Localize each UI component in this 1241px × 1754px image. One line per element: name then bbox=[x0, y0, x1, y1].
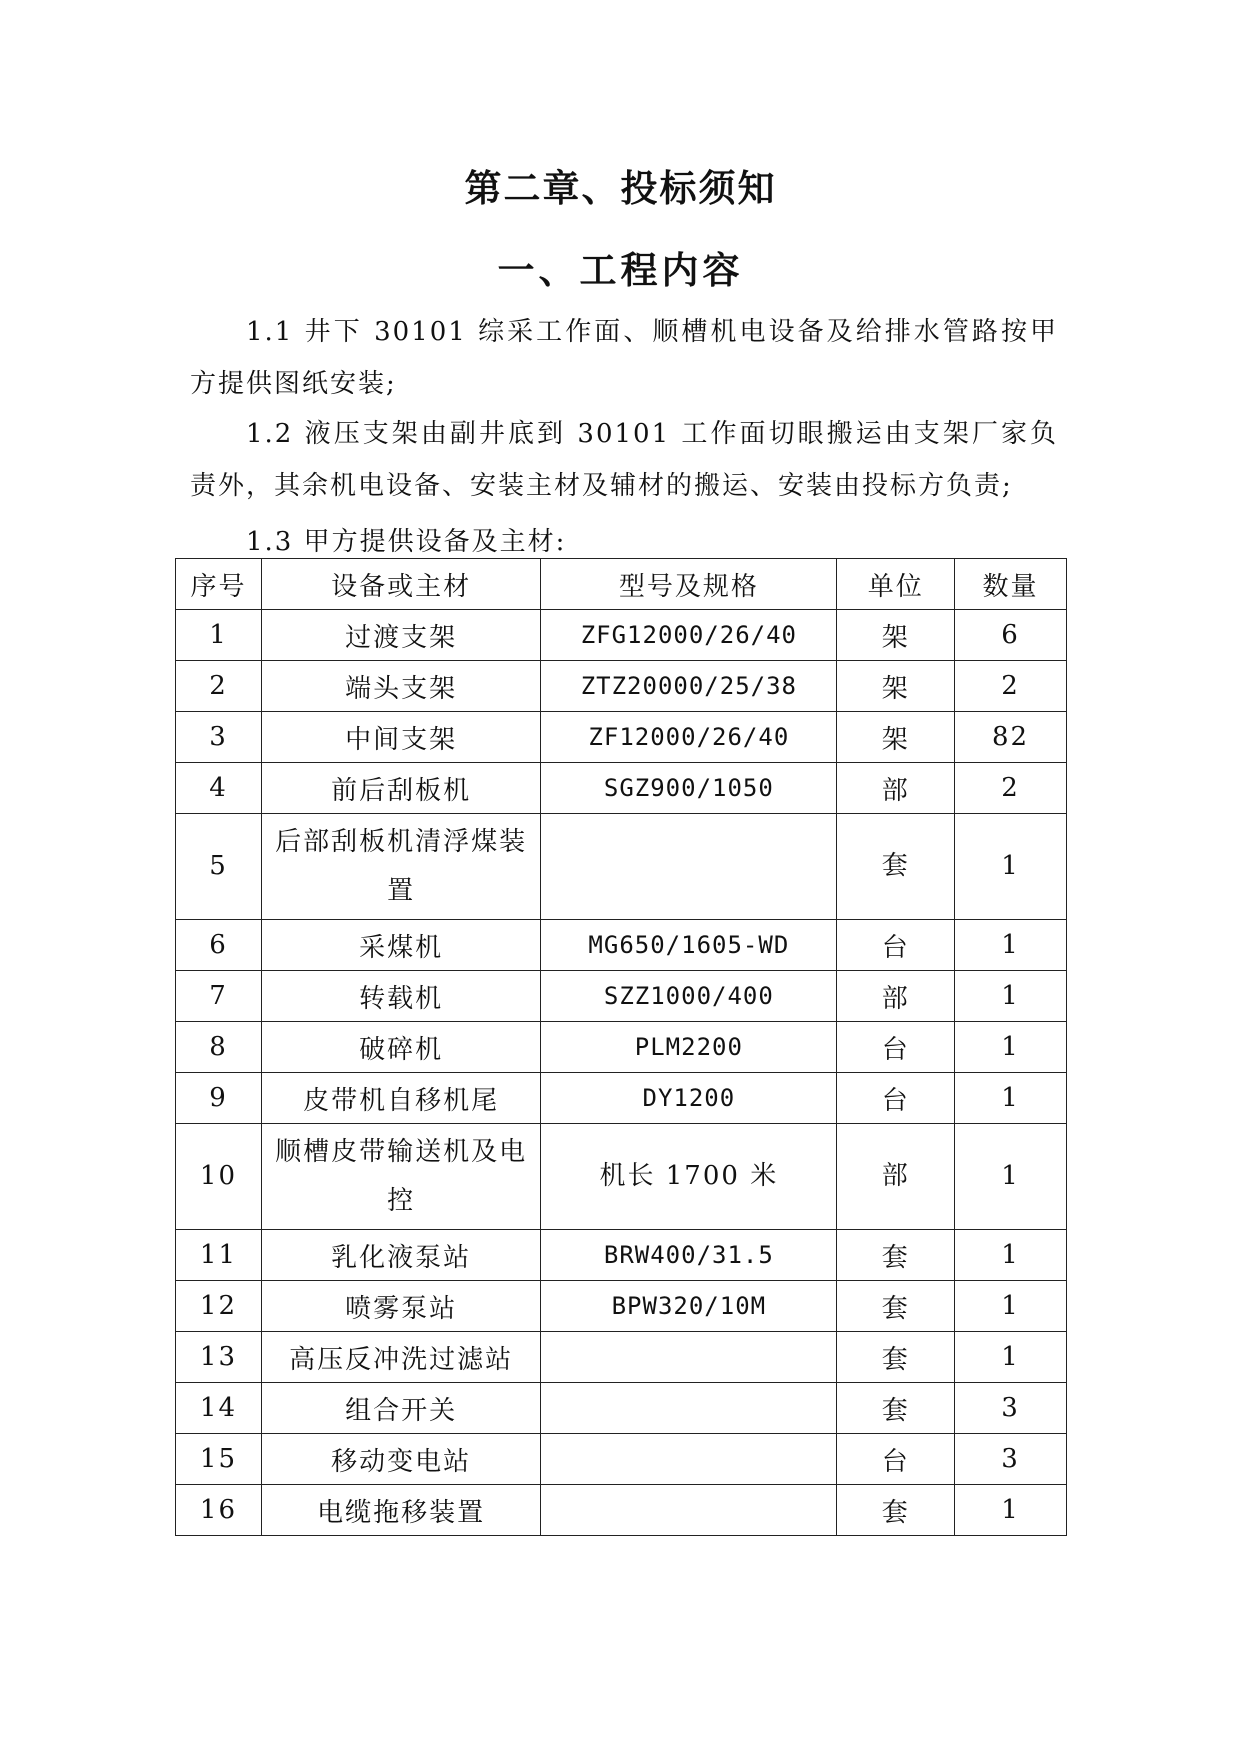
cell-no: 9 bbox=[176, 1073, 262, 1124]
cell-name: 后部刮板机清浮煤装置 bbox=[261, 814, 541, 920]
table-row bbox=[176, 1022, 1067, 1073]
cell-model bbox=[541, 1485, 837, 1536]
cell-unit: 架 bbox=[837, 610, 955, 661]
cell-no: 5 bbox=[176, 814, 262, 920]
cell-unit: 套 bbox=[837, 1485, 955, 1536]
cell-name: 高压反冲洗过滤站 bbox=[261, 1332, 541, 1383]
cell-qty: 1 bbox=[955, 1124, 1067, 1230]
table-row bbox=[176, 1124, 1067, 1230]
cell-model bbox=[541, 1332, 837, 1383]
cell-qty: 2 bbox=[955, 763, 1067, 814]
cell-model: ZTZ20000/25/38 bbox=[541, 661, 837, 712]
cell-unit: 套 bbox=[837, 1230, 955, 1281]
cell-name: 喷雾泵站 bbox=[261, 1281, 541, 1332]
chapter-title: 第二章、投标须知 bbox=[464, 166, 777, 210]
equipment-table bbox=[175, 558, 1067, 1536]
cell-unit: 套 bbox=[837, 1332, 955, 1383]
cell-model: MG650/1605-WD bbox=[541, 920, 837, 971]
cell-qty: 1 bbox=[955, 1230, 1067, 1281]
cell-qty: 3 bbox=[955, 1434, 1067, 1485]
cell-qty: 1 bbox=[955, 971, 1067, 1022]
cell-qty: 3 bbox=[955, 1383, 1067, 1434]
cell-no: 14 bbox=[176, 1383, 262, 1434]
cell-no: 8 bbox=[176, 1022, 262, 1073]
cell-name: 中间支架 bbox=[261, 712, 541, 763]
paragraph-1-2: 1.2 液压支架由副井底到 30101 工作面切眼搬运由支架厂家负责外，其余机电设备、安装主材及辅材的搬运、安装由投标方负责; bbox=[190, 419, 1058, 501]
table-row bbox=[176, 1073, 1067, 1124]
cell-model bbox=[541, 1383, 837, 1434]
cell-model: DY1200 bbox=[541, 1073, 837, 1124]
header-no: 序号 bbox=[176, 559, 262, 610]
cell-qty: 2 bbox=[955, 661, 1067, 712]
cell-qty: 1 bbox=[955, 1332, 1067, 1383]
cell-unit: 套 bbox=[837, 1383, 955, 1434]
cell-no: 10 bbox=[176, 1124, 262, 1230]
cell-no: 2 bbox=[176, 661, 262, 712]
cell-unit: 部 bbox=[837, 971, 955, 1022]
cell-unit: 部 bbox=[837, 763, 955, 814]
table-row bbox=[176, 763, 1067, 814]
cell-no: 6 bbox=[176, 920, 262, 971]
cell-unit: 台 bbox=[837, 1434, 955, 1485]
section-title: 一、工程内容 bbox=[497, 248, 744, 292]
cell-name: 前后刮板机 bbox=[261, 763, 541, 814]
header-qty: 数量 bbox=[955, 559, 1067, 610]
cell-no: 1 bbox=[176, 610, 262, 661]
header-unit: 单位 bbox=[837, 559, 955, 610]
cell-qty: 82 bbox=[955, 712, 1067, 763]
cell-name: 顺槽皮带输送机及电控 bbox=[261, 1124, 541, 1230]
table-row bbox=[176, 661, 1067, 712]
cell-name: 过渡支架 bbox=[261, 610, 541, 661]
table-row bbox=[176, 610, 1067, 661]
cell-model bbox=[541, 1434, 837, 1485]
cell-unit: 部 bbox=[837, 1124, 955, 1230]
cell-name: 转载机 bbox=[261, 971, 541, 1022]
cell-no: 16 bbox=[176, 1485, 262, 1536]
cell-unit: 台 bbox=[837, 1022, 955, 1073]
cell-model: SZZ1000/400 bbox=[541, 971, 837, 1022]
header-name: 设备或主材 bbox=[261, 559, 541, 610]
cell-no: 13 bbox=[176, 1332, 262, 1383]
cell-qty: 1 bbox=[955, 1281, 1067, 1332]
header-model: 型号及规格 bbox=[541, 559, 837, 610]
paragraph-1-3: 1.3 甲方提供设备及主材: bbox=[246, 527, 567, 557]
cell-no: 7 bbox=[176, 971, 262, 1022]
table-row bbox=[176, 1485, 1067, 1536]
table-row bbox=[176, 971, 1067, 1022]
cell-model: ZFG12000/26/40 bbox=[541, 610, 837, 661]
cell-name: 乳化液泵站 bbox=[261, 1230, 541, 1281]
table-body bbox=[176, 610, 1067, 1536]
table-header-row bbox=[176, 559, 1067, 610]
cell-qty: 1 bbox=[955, 1485, 1067, 1536]
cell-model: BRW400/31.5 bbox=[541, 1230, 837, 1281]
cell-no: 3 bbox=[176, 712, 262, 763]
cell-name: 皮带机自移机尾 bbox=[261, 1073, 541, 1124]
table-row bbox=[176, 712, 1067, 763]
cell-qty: 1 bbox=[955, 814, 1067, 920]
cell-unit: 台 bbox=[837, 1073, 955, 1124]
cell-qty: 1 bbox=[955, 1022, 1067, 1073]
cell-model: BPW320/10M bbox=[541, 1281, 837, 1332]
table-row bbox=[176, 1434, 1067, 1485]
cell-name: 电缆拖移装置 bbox=[261, 1485, 541, 1536]
cell-no: 11 bbox=[176, 1230, 262, 1281]
table-row bbox=[176, 1332, 1067, 1383]
table-row bbox=[176, 1230, 1067, 1281]
table-row bbox=[176, 920, 1067, 971]
cell-model: SGZ900/1050 bbox=[541, 763, 837, 814]
cell-model bbox=[541, 814, 837, 920]
cell-qty: 6 bbox=[955, 610, 1067, 661]
cell-model: 机长 1700 米 bbox=[541, 1124, 837, 1230]
cell-unit: 套 bbox=[837, 814, 955, 920]
cell-unit: 架 bbox=[837, 661, 955, 712]
cell-qty: 1 bbox=[955, 920, 1067, 971]
cell-name: 端头支架 bbox=[261, 661, 541, 712]
cell-no: 12 bbox=[176, 1281, 262, 1332]
cell-no: 4 bbox=[176, 763, 262, 814]
table-row bbox=[176, 814, 1067, 920]
cell-unit: 架 bbox=[837, 712, 955, 763]
table-row bbox=[176, 1383, 1067, 1434]
cell-qty: 1 bbox=[955, 1073, 1067, 1124]
cell-unit: 套 bbox=[837, 1281, 955, 1332]
cell-name: 组合开关 bbox=[261, 1383, 541, 1434]
cell-name: 移动变电站 bbox=[261, 1434, 541, 1485]
cell-model: ZF12000/26/40 bbox=[541, 712, 837, 763]
cell-model: PLM2200 bbox=[541, 1022, 837, 1073]
cell-unit: 台 bbox=[837, 920, 955, 971]
cell-name: 采煤机 bbox=[261, 920, 541, 971]
cell-no: 15 bbox=[176, 1434, 262, 1485]
table-row bbox=[176, 1281, 1067, 1332]
cell-name: 破碎机 bbox=[261, 1022, 541, 1073]
paragraph-1-1: 1.1 井下 30101 综采工作面、顺槽机电设备及给排水管路按甲方提供图纸安装; bbox=[190, 317, 1058, 399]
